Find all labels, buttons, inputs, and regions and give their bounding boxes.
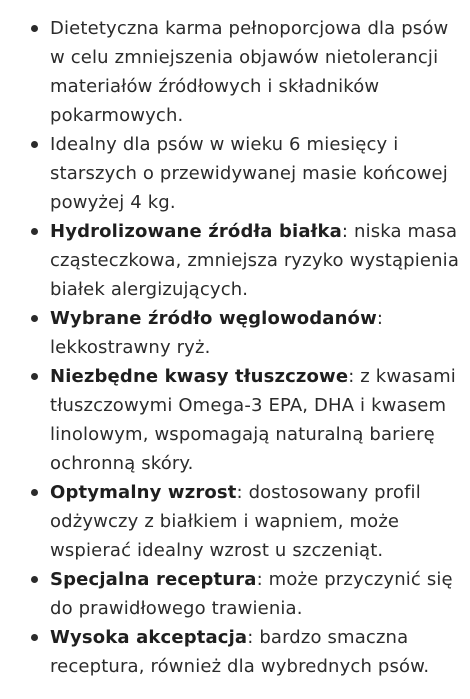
item-text: : może przyczynić się do prawidłowego trawienia.	[50, 569, 453, 619]
bullet-icon	[31, 489, 38, 496]
list-item	[0, 478, 470, 565]
bullet-icon	[31, 228, 38, 235]
item-text: : bardzo smaczna receptura, również dla wybrednych psów.	[50, 627, 430, 677]
item-heading: Hydrolizowane źródła białka	[50, 221, 342, 242]
item-text: Idealny dla psów w wieku 6 miesięcy i starszych o przewidywanej masie końcowej powyżej 4 kg.	[50, 134, 448, 213]
feature-list	[0, 14, 470, 681]
bullet-icon	[31, 576, 38, 583]
product-description	[0, 14, 470, 681]
item-heading: Wysoka akceptacja	[50, 627, 248, 648]
item-text: : dostosowany profil odżywczy z białkiem i wapniem, może wspierać idealny wzrost u szczeniąt.	[50, 482, 421, 561]
item-text: : lekkostrawny ryż.	[50, 308, 384, 358]
item-text: : z kwasami tłuszczowymi Omega-3 EPA, DHA i kwasem linolowym, wspomagają naturalną barierę ochronną skóry.	[50, 366, 456, 474]
item-text: Dietetyczna karma pełnoporcjowa dla psów w celu zmniejszenia objawów nietolerancji materiałów źródłowych i składników pokarmowych.	[50, 18, 449, 126]
list-item	[0, 623, 470, 681]
bullet-icon	[31, 634, 38, 641]
item-heading: Niezbędne kwasy tłuszczowe	[50, 366, 349, 387]
list-item	[0, 14, 470, 130]
bullet-icon	[31, 141, 38, 148]
list-item	[0, 565, 470, 623]
item-heading: Optymalny wzrost	[50, 482, 237, 503]
bullet-icon	[31, 315, 38, 322]
list-item	[0, 304, 470, 362]
list-item	[0, 130, 470, 217]
item-heading: Specjalna receptura	[50, 569, 257, 590]
list-item	[0, 362, 470, 478]
list-item	[0, 217, 470, 304]
bullet-icon	[31, 25, 38, 32]
item-text: : niska masa cząsteczkowa, zmniejsza ryzyko wystąpienia białek alergizujących.	[50, 221, 460, 300]
item-heading: Wybrane źródło węglowodanów	[50, 308, 377, 329]
bullet-icon	[31, 373, 38, 380]
